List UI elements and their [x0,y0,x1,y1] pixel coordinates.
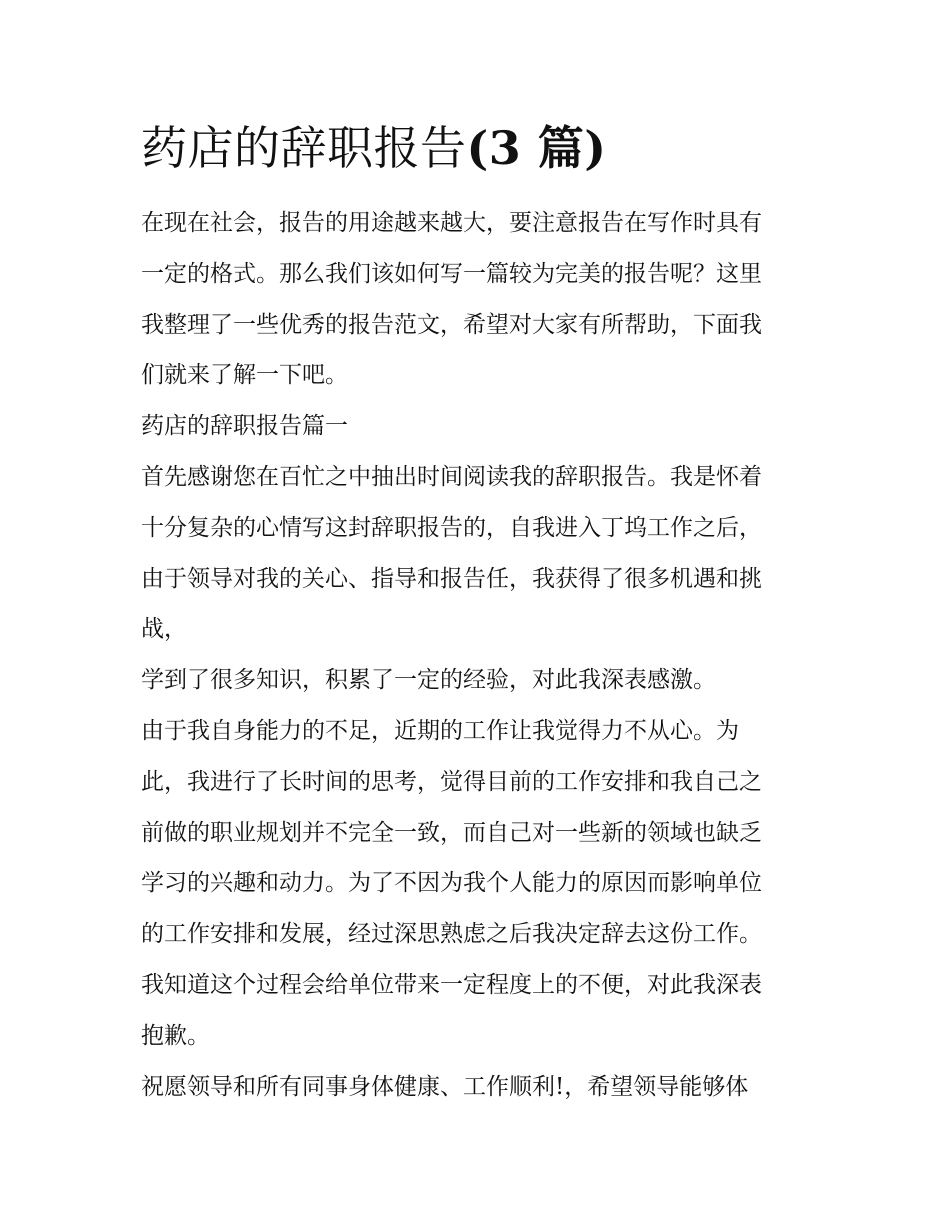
text-line: 们就来了解一下吧。 [141,362,348,389]
text-line: 由于领导对我的关心、指导和报告任，我获得了很多机遇和挑 [141,565,762,592]
text-line: 祝愿领导和所有同事身体健康、工作顺利!，希望领导能够体 [141,1073,749,1100]
text-line: 首先感谢您在百忙之中抽出时间阅读我的辞职报告。我是怀着 [141,463,762,490]
text-line: 十分复杂的心情写这封辞职报告的，自我进入丁坞工作之后， [141,514,762,541]
text-line: 抱歉。 [141,1022,210,1049]
text-line: 学到了很多知识，积累了一定的经验，对此我深表感激。 [141,667,716,694]
text-line: 的工作安排和发展，经过深思熟虑之后我决定辞去这份工作。 [141,921,762,948]
document-title [141,112,817,184]
title-count: (3 篇) [466,121,607,175]
text-line: 学习的兴趣和动力。为了不因为我个人能力的原因而影响单位 [141,870,762,897]
text-line: 我整理了一些优秀的报告范文，希望对大家有所帮助，下面我 [141,311,762,338]
document-content [141,112,817,1112]
text-line: 战， [141,616,187,643]
title-text: 药店的辞职报告 [141,121,467,175]
text-line: 在现在社会，报告的用途越来越大，要注意报告在写作时具有 [141,210,762,236]
text-line: 由于我自身能力的不足，近期的工作让我觉得力不从心。为 [141,717,739,744]
text-line: 前做的职业规划并不完全一致，而自己对一些新的领域也缺乏 [141,819,762,846]
text-line: 我知道这个过程会给单位带来一定程度上的不便，对此我深表 [141,971,762,998]
section-heading: 药店的辞职报告篇一 [141,413,348,440]
text-line: 一定的格式。那么我们该如何写一篇较为完美的报告呢？这里 [141,260,762,287]
document-body [141,198,817,1112]
text-line: 此，我进行了长时间的思考，觉得目前的工作安排和我自己之 [141,768,762,795]
